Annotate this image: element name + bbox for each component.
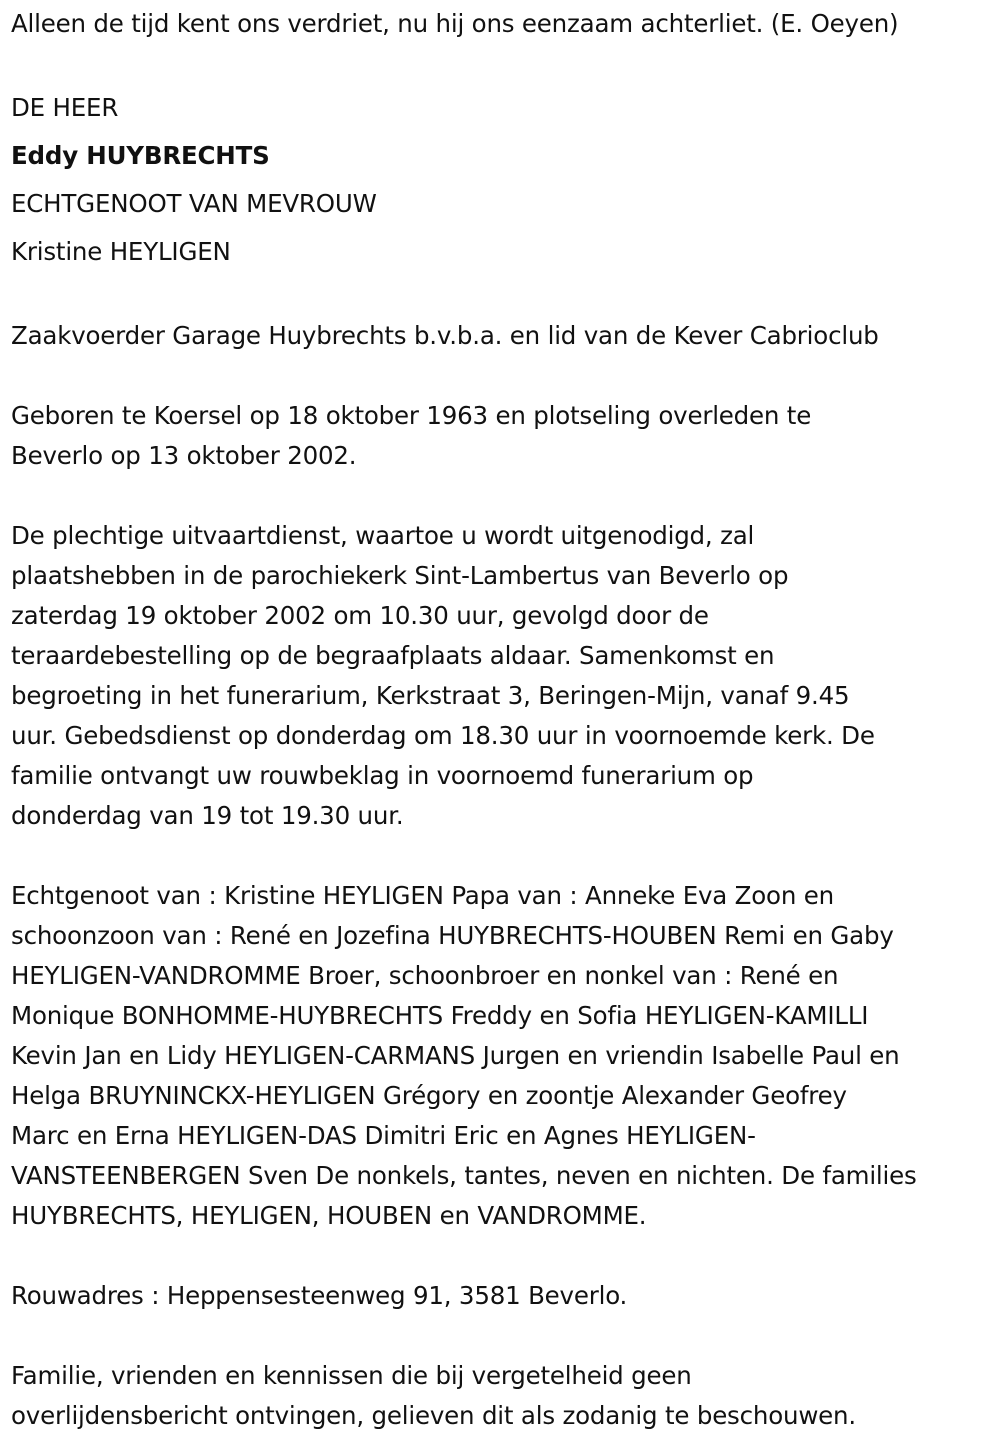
obituary-document <box>11 4 993 1436</box>
spouse-name: Kristine HEYLIGEN <box>11 237 231 266</box>
header-block <box>11 84 993 276</box>
paragraph-line: Geboren te Koersel op 18 oktober 1963 en plotseling overleden te <box>11 401 812 430</box>
paragraph-line: Marc en Erna HEYLIGEN-DAS Dimitri Eric en Agnes HEYLIGEN- <box>11 1121 756 1150</box>
paragraph-line: Beverlo op 13 oktober 2002. <box>11 441 357 470</box>
deceased-name: Eddy HUYBRECHTS <box>11 141 270 170</box>
paragraph-line: VANSTEENBERGEN Sven De nonkels, tantes, neven en nichten. De families <box>11 1161 917 1190</box>
closing-paragraph <box>11 1356 993 1436</box>
spacer <box>11 276 993 316</box>
paragraph-line: Helga BRUYNINCKX-HEYLIGEN Grégory en zoontje Alexander Geofrey <box>11 1081 847 1110</box>
spacer <box>11 356 993 396</box>
paragraph-line: donderdag van 19 tot 19.30 uur. <box>11 801 404 830</box>
paragraph-line: begroeting in het funerarium, Kerkstraat 3, Beringen-Mijn, vanaf 9.45 <box>11 681 850 710</box>
paragraph-line: teraardebestelling op de begraafplaats aldaar. Samenkomst en <box>11 641 775 670</box>
birth-death-paragraph <box>11 396 993 476</box>
spacer <box>11 476 993 516</box>
paragraph-line: Kevin Jan en Lidy HEYLIGEN-CARMANS Jurgen en vriendin Isabelle Paul en <box>11 1041 900 1070</box>
paragraph-line: Familie, vrienden en kennissen die bij vergetelheid geen <box>11 1361 692 1390</box>
spacer <box>11 1236 993 1276</box>
title-text: DE HEER <box>11 93 119 122</box>
family-paragraph <box>11 876 993 1236</box>
paragraph-line: familie ontvangt uw rouwbeklag in voornoemd funerarium op <box>11 761 754 790</box>
relation-text: ECHTGENOOT VAN MEVROUW <box>11 189 377 218</box>
paragraph-line: HUYBRECHTS, HEYLIGEN, HOUBEN en VANDROMME. <box>11 1201 647 1230</box>
paragraph-line: plaatshebben in de parochiekerk Sint-Lambertus van Beverlo op <box>11 561 789 590</box>
paragraph-line: HEYLIGEN-VANDROMME Broer, schoonbroer en nonkel van : René en <box>11 961 839 990</box>
paragraph-line: De plechtige uitvaartdienst, waartoe u wordt uitgenodigd, zal <box>11 521 755 550</box>
paragraph-line: Monique BONHOMME-HUYBRECHTS Freddy en Sofia HEYLIGEN-KAMILLI <box>11 1001 869 1030</box>
paragraph-line: schoonzoon van : René en Jozefina HUYBRECHTS-HOUBEN Remi en Gaby <box>11 921 894 950</box>
spacer <box>11 44 993 84</box>
paragraph-line: Echtgenoot van : Kristine HEYLIGEN Papa van : Anneke Eva Zoon en <box>11 881 834 910</box>
ceremony-paragraph <box>11 516 993 836</box>
quote-text: Alleen de tijd kent ons verdriet, nu hij ons eenzaam achterliet. (E. Oeyen) <box>11 9 899 38</box>
paragraph-line: uur. Gebedsdienst op donderdag om 18.30 uur in voornoemde kerk. De <box>11 721 875 750</box>
spacer <box>11 1316 993 1356</box>
spacer <box>11 836 993 876</box>
paragraph-line: overlijdensbericht ontvingen, gelieven dit als zodanig te beschouwen. <box>11 1401 856 1430</box>
paragraph-line: zaterdag 19 oktober 2002 om 10.30 uur, gevolgd door de <box>11 601 709 630</box>
address-text: Rouwadres : Heppensesteenweg 91, 3581 Beverlo. <box>11 1281 628 1310</box>
occupation-text: Zaakvoerder Garage Huybrechts b.v.b.a. en lid van de Kever Cabrioclub <box>11 321 879 350</box>
